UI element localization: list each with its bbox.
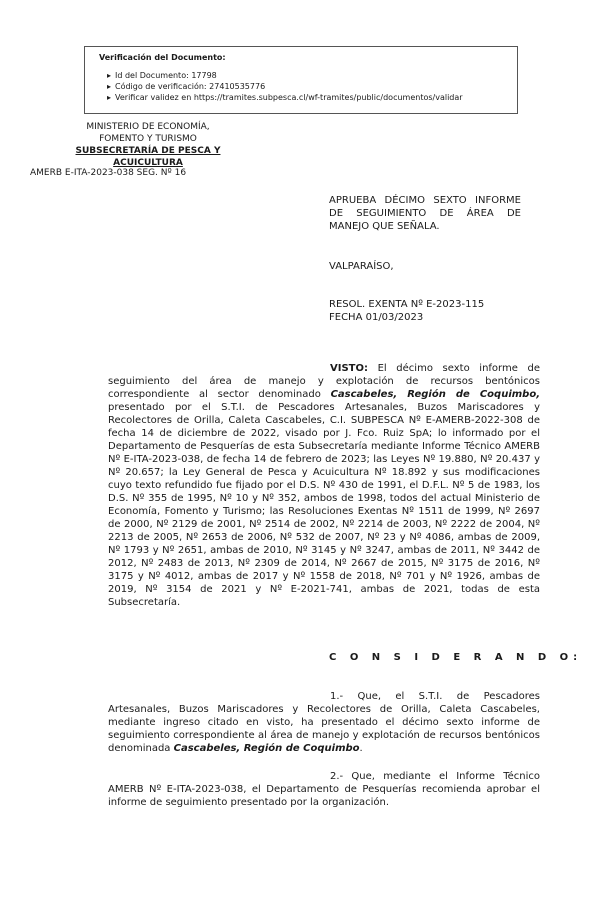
verification-title: Verificación del Documento: bbox=[99, 53, 226, 62]
resolution-date: FECHA 01/03/2023 bbox=[329, 312, 424, 323]
resolution-number: RESOL. EXENTA Nº E-2023-115 bbox=[329, 299, 485, 310]
visto-text-1: El décimo sexto informe de seguimiento del área de manejo y explotación de recursos bentónicos correspondiente al sector denominado bbox=[108, 363, 540, 400]
visto-text-2: presentado por el S.T.I. de Pescadores Artesanales, Buzos Mariscadores y Recolectores de Orilla, Caleta Cascabeles, C.I. SUBPESCA Nº E-AMERB-2022-308 de fecha 14 de diciembre de 2022, visado por J. Fco. Ruiz SpA; lo informado por el Departamento de Pesquerías de esta Subsecretaría mediante Informe Técnico AMERB Nº E-ITA-2023-038, de fecha 14 de febrero de 2023; las Leyes Nº 19.880, Nº 20.437 y Nº 20.657; la Ley General de Pesca y Acuicultura Nº 18.892 y sus modificaciones cuyo texto refundido fue fijado por el D.S. Nº 430 de 1991, el D.F.L. Nº 5 de 1983, los D.S. Nº 355 de 1995, Nº 10 y Nº 352, ambos de 1998, todos del actual Ministerio de Economía, Fomento y Turismo; las Resoluciones Exentas Nº 1511 de 1999, Nº 2697 de 2000, Nº 2129 de 2001, Nº 2514 de 2002, Nº 2214 de 2003, Nº 2222 de 2004, Nº 2213 de 2005, Nº 2653 de 2006, Nº 532 de 2007, Nº 23 y Nº 4086, ambas de 2009, Nº 1793 y Nº 2651, ambas de 2010, Nº 3145 y Nº 3247, ambas de 2011, Nº 3442 de 2012, Nº 2483 de 2013, Nº 2309 de 2014, Nº 2667 de 2015, Nº 3175 de 2016, Nº 3175 y Nº 4012, ambas de 2017 y Nº 1558 de 2018, Nº 701 y Nº 1926, ambas de 2019, Nº 3154 de 2021 y Nº E-2021-741, ambas de 2021, todas de esta Subsecretaría. bbox=[108, 402, 540, 608]
item1-text: 1.- Que, el S.T.I. de Pescadores Artesanales, Buzos Mariscadores y Recolectores de Orilla, Caleta Cascabeles, mediante ingreso citado en visto, ha presentado el décimo sexto informe de seguimiento correspondiente al área de manejo y explotación de recursos bentónicos denominada bbox=[108, 691, 540, 754]
reference-number: AMERB E-ITA-2023-038 SEG. Nº 16 bbox=[30, 168, 187, 178]
ministry-header bbox=[58, 121, 238, 169]
verification-code: ▸ Código de verificación: 27410535776 bbox=[107, 81, 509, 92]
document-id: ▸ Id del Documento: 17798 bbox=[107, 70, 509, 81]
visto-label: VISTO: bbox=[330, 363, 368, 374]
document-title: APRUEBA DÉCIMO SEXTO INFORME DE SEGUIMIENTO DE ÁREA DE MANEJO QUE SEÑALA. bbox=[329, 195, 521, 232]
verification-list bbox=[99, 70, 509, 103]
validation-link[interactable]: ▸ Verificar validez en https://tramites.subpesca.cl/wf-tramites/public/documentos/validar bbox=[107, 92, 509, 103]
item1-end: . bbox=[359, 743, 363, 754]
visto-paragraph bbox=[108, 362, 540, 609]
subsecretaria: SUBSECRETARÍA DE PESCA Y ACUICULTURA bbox=[75, 146, 221, 168]
resolution-block bbox=[329, 298, 521, 324]
ministry-line1: MINISTERIO DE ECONOMÍA, bbox=[86, 122, 210, 132]
visto-area-name: Cascabeles, Región de Coquimbo, bbox=[330, 389, 540, 400]
item1-area-name: Cascabeles, Región de Coquimbo bbox=[173, 743, 360, 754]
city: VALPARAÍSO, bbox=[329, 261, 394, 272]
considerando-item-1 bbox=[108, 690, 540, 755]
verification-box bbox=[84, 46, 518, 114]
ministry-line2: FOMENTO Y TURISMO bbox=[99, 134, 197, 144]
considerando-item-2: 2.- Que, mediante el Informe Técnico AMERB Nº E-ITA-2023-038, el Departamento de Pesquerías recomienda aprobar el informe de seguimiento presentado por la organización. bbox=[108, 771, 540, 808]
considerando-heading: C O N S I D E R A N D O: bbox=[329, 652, 583, 663]
